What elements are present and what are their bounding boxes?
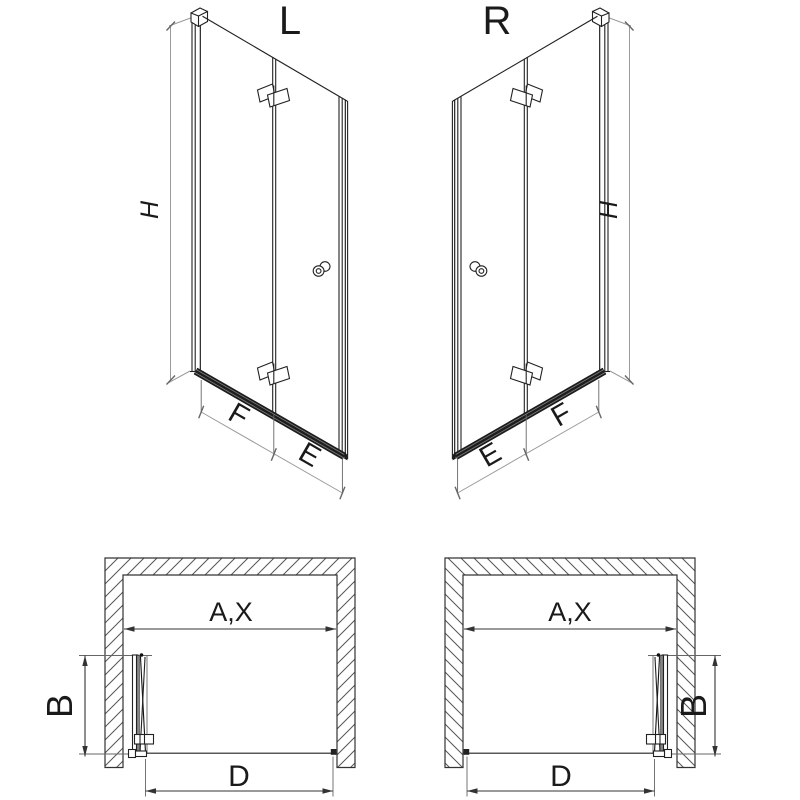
height-label-right: H bbox=[595, 200, 623, 220]
depth-label-plan-right: B bbox=[673, 693, 714, 719]
front-view-left bbox=[136, 0, 348, 499]
height-label-left: H bbox=[136, 200, 164, 220]
opening-label-plan-right: D bbox=[550, 760, 572, 793]
wall-panel-label-left: E bbox=[293, 436, 326, 474]
fold-panel-label-right: F bbox=[545, 396, 578, 434]
opening-label-plan-left: D bbox=[228, 760, 250, 793]
variant-label-right: R bbox=[482, 0, 512, 43]
width-label-plan-right: A,X bbox=[548, 597, 592, 627]
depth-label-plan-left: B bbox=[39, 693, 80, 719]
wall-panel-label-right: E bbox=[474, 436, 507, 474]
plan-view-right bbox=[445, 558, 721, 797]
plan-view-left bbox=[39, 558, 355, 797]
variant-label-left: L bbox=[278, 0, 302, 43]
fold-panel-label-left: F bbox=[222, 396, 255, 434]
front-view-right bbox=[452, 0, 633, 499]
width-label-plan-left: A,X bbox=[209, 597, 253, 627]
